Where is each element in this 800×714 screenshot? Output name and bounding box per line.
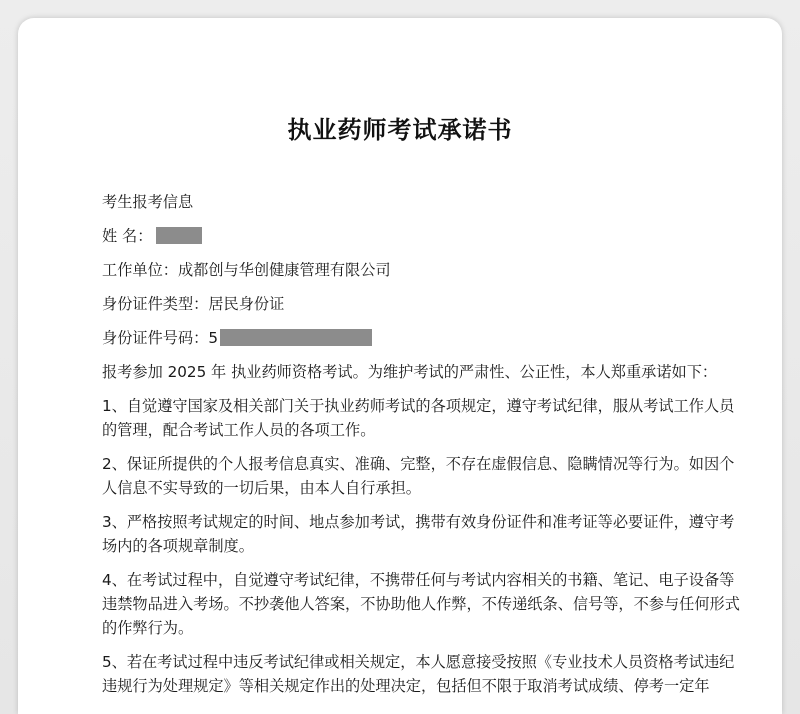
clause-2: 2、保证所提供的个人报考信息真实、准确、完整，不存在虚假信息、隐瞒情况等行为。如因个人信息不实导致的一切后果，由本人自行承担。	[102, 455, 735, 497]
id-number-label: 身份证件号码：	[102, 329, 209, 347]
id-number-visible: 5	[208, 329, 218, 347]
section-heading: 考生报考信息	[102, 193, 194, 211]
employer-value: 成都创与华创健康管理有限公司	[177, 261, 391, 279]
name-row	[102, 224, 742, 258]
document-title: 执业药师考试承诺书	[287, 116, 513, 144]
clause-4: 4、在考试过程中，自觉遵守考试纪律，不携带任何与考试内容相关的书籍、笔记、电子设备等违禁物品进入考场。不抄袭他人答案，不协助他人作弊，不传递纸条、信号等，不参与任何形式的作弊行为。	[102, 571, 740, 637]
document-page	[18, 18, 782, 714]
id-type-label: 身份证件类型：	[102, 295, 209, 313]
clause-5: 5、若在考试过程中违反考试纪律或相关规定，本人愿意接受按照《专业技术人员资格考试违纪违规行为处理规定》等相关规定作出的处理决定，包括但不限于取消考试成绩、停考一定年	[102, 653, 735, 695]
redacted-name-block	[156, 227, 202, 244]
clause-3: 3、严格按照考试规定的时间、地点参加考试，携带有效身份证件和准考证等必要证件，遵守考场内的各项规章制度。	[102, 513, 735, 555]
id-type-value: 居民身份证	[208, 295, 285, 313]
redacted-id-block	[220, 329, 372, 346]
document-body	[102, 190, 742, 708]
employer-row	[102, 258, 742, 292]
employer-label: 工作单位：	[102, 261, 178, 279]
id-type-row	[102, 292, 742, 326]
id-number-row	[102, 326, 742, 360]
intro-paragraph: 报考参加 2025 年 执业药师资格考试。为维护考试的严肃性、公正性，本人郑重承诺如下：	[102, 363, 718, 381]
clause-1: 1、自觉遵守国家及相关部门关于执业药师考试的各项规定，遵守考试纪律，服从考试工作人员的管理，配合考试工作人员的各项工作。	[102, 397, 735, 439]
name-label: 姓 名：	[102, 227, 153, 245]
